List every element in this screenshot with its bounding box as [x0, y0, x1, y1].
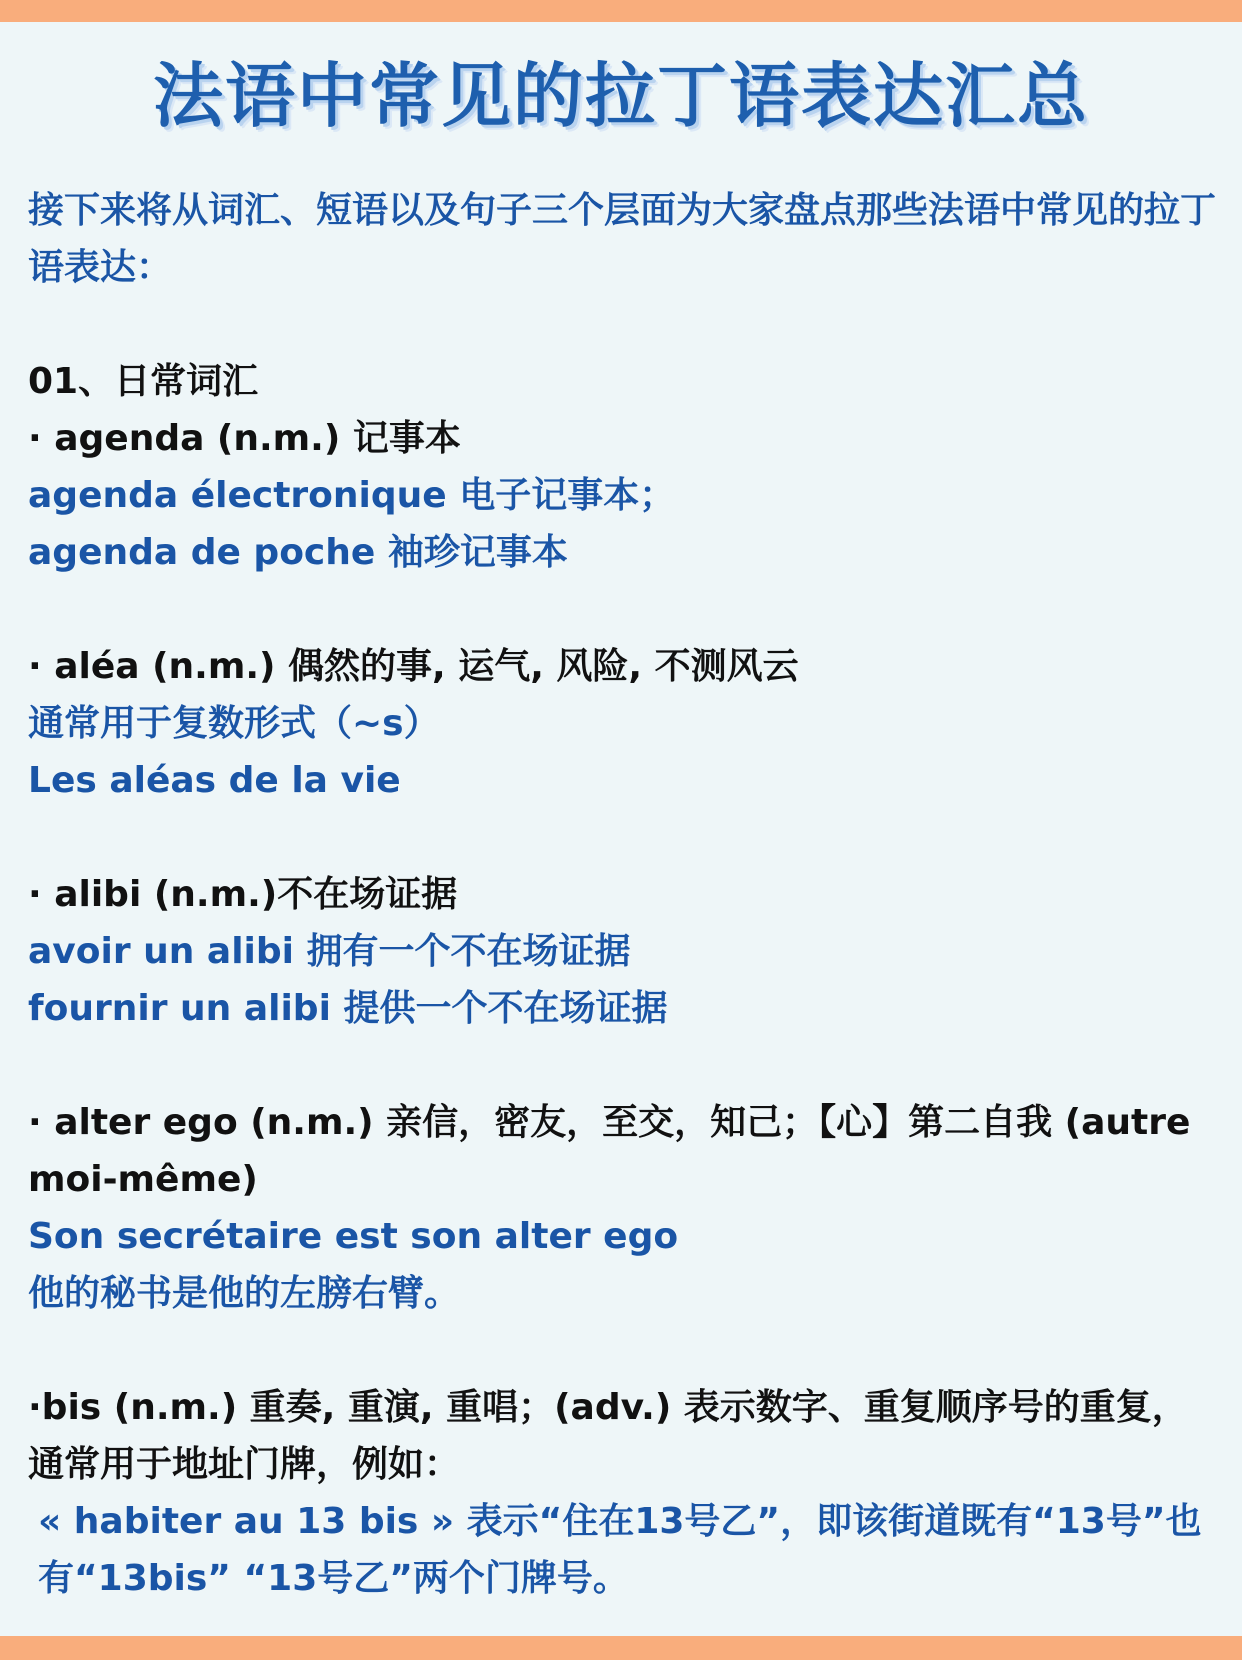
entry-head: · alter ego (n.m.) 亲信，密友，至交，知己；【心】第二自我 (autre moi-même)	[28, 1102, 1203, 1200]
intro-text: 接下来将从词汇、短语以及句子三个层面为大家盘点那些法语中常见的拉丁语表达：	[28, 190, 1217, 288]
entry-agenda	[28, 410, 1218, 581]
top-accent-bar	[0, 0, 1242, 22]
entry-example: « habiter au 13 bis » 表示“住在13号乙”，即该街道既有“13号”也有“13bis” “13号乙”两个门牌号。	[38, 1501, 1202, 1599]
page-title: 法语中常见的拉丁语表达汇总	[153, 55, 1089, 137]
spacer	[28, 581, 1218, 638]
entry-example: agenda de poche 袖珍记事本	[28, 532, 568, 573]
entry-example: 他的秘书是他的左膀右臂。	[28, 1273, 461, 1314]
entry-head: · agenda (n.m.) 记事本	[28, 418, 461, 459]
entry-example: fournir un alibi 提供一个不在场证据	[28, 988, 668, 1029]
entry-example: Son secrétaire est son alter ego	[28, 1216, 679, 1257]
section-heading: 01、日常词汇	[28, 361, 259, 402]
entry-example: agenda électronique 电子记事本；	[28, 475, 676, 516]
entry-head: ·bis (n.m.) 重奏, 重演, 重唱；(adv.) 表示数字、重复顺序号的重复，通常用于地址门牌，例如：	[28, 1387, 1188, 1485]
spacer	[28, 809, 1218, 866]
entry-example: avoir un alibi 拥有一个不在场证据	[28, 931, 631, 972]
spacer	[28, 296, 1218, 353]
spacer	[28, 1037, 1218, 1094]
entry-example: Les aléas de la vie	[28, 760, 401, 801]
entry-head: · aléa (n.m.) 偶然的事, 运气, 风险, 不测风云	[28, 646, 799, 687]
entry-alter-ego	[28, 1094, 1218, 1322]
entry-alibi	[28, 866, 1218, 1037]
bottom-accent-bar	[0, 1636, 1242, 1660]
entry-example: 通常用于复数形式（~s）	[28, 703, 440, 744]
entry-bis	[28, 1379, 1218, 1607]
entry-head: · alibi (n.m.)不在场证据	[28, 874, 458, 915]
entry-alea	[28, 638, 1218, 809]
article-body	[28, 182, 1218, 1607]
spacer	[28, 1322, 1218, 1379]
